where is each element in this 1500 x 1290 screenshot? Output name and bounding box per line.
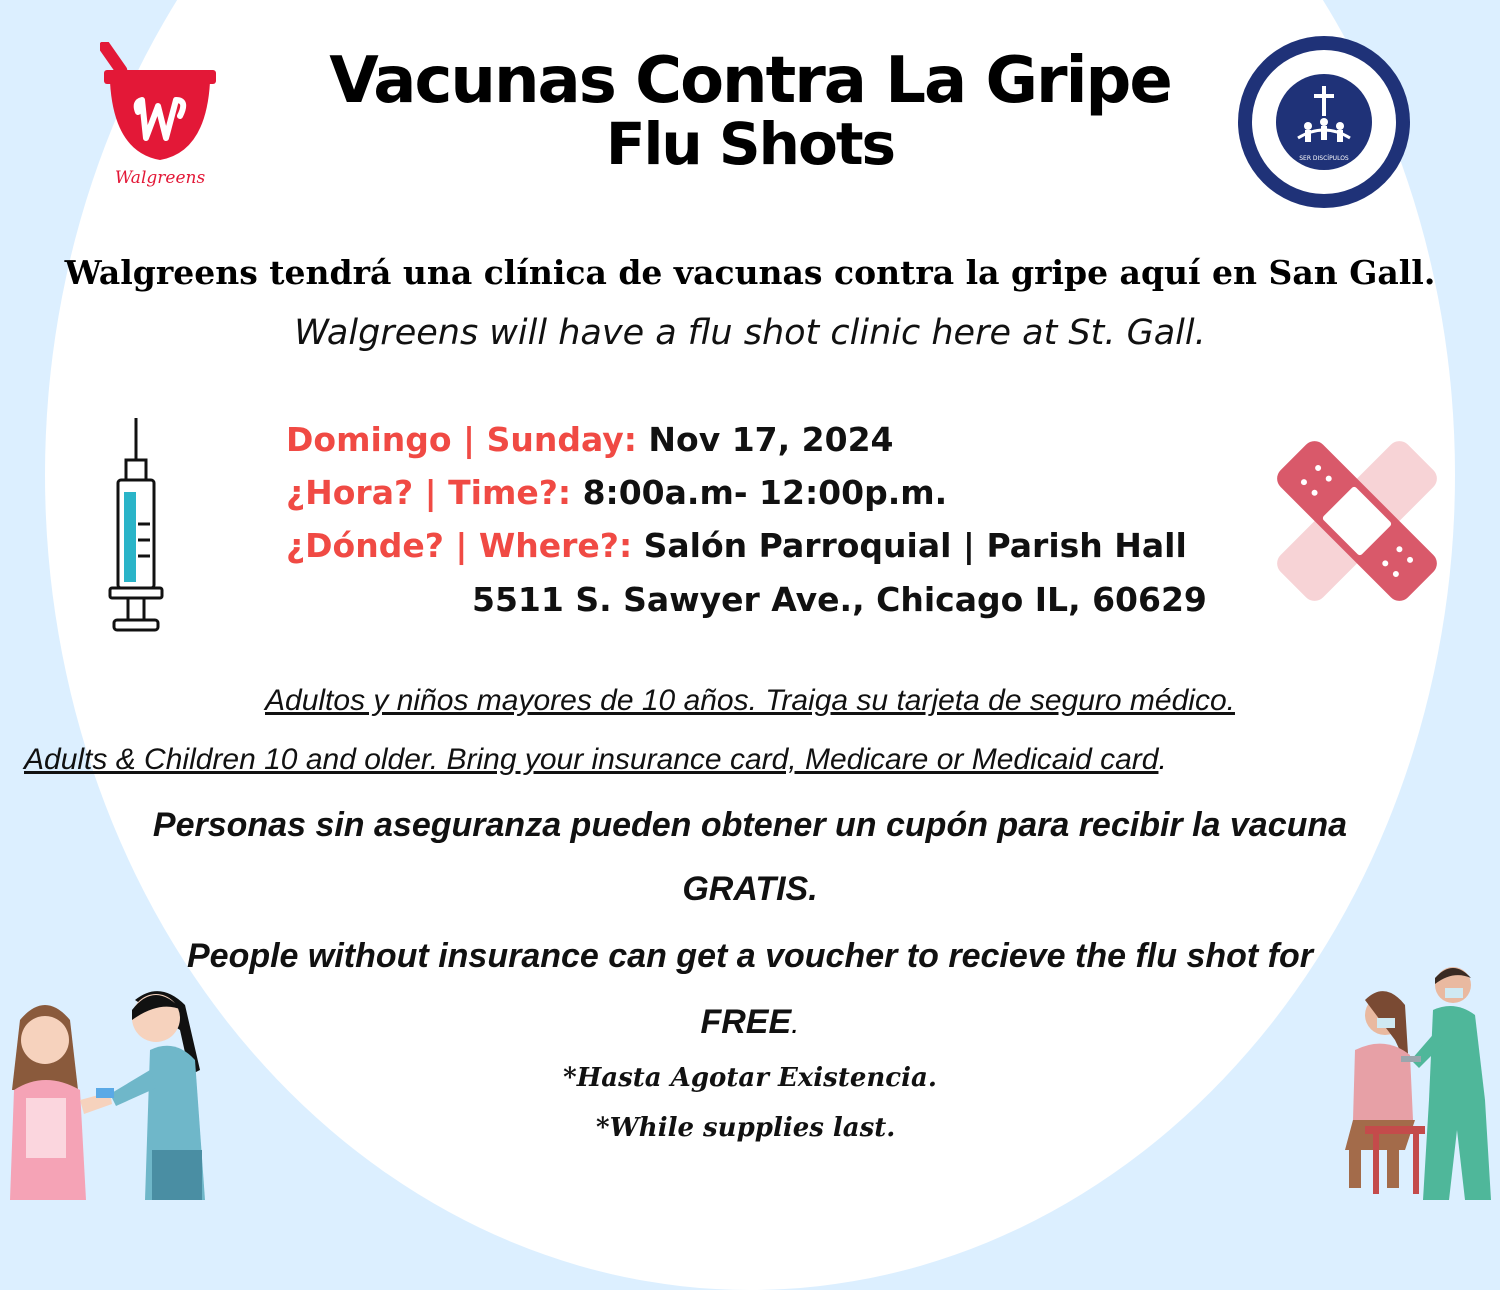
page-subtitle: Flu Shots (605, 110, 895, 178)
voucher-english-line2: FREE. (700, 1003, 800, 1041)
eligibility-english: Adults & Children 10 and older. Bring your insurance card, Medicare or Medicaid card. (24, 743, 1167, 776)
voucher-english-line1: People without insurance can get a voucher to recieve the flu shot for (186, 937, 1313, 975)
supply-english: *While supplies last. (596, 1113, 896, 1143)
nurse-vaccination-illustration (1325, 960, 1500, 1200)
date-value: Nov 17, 2024 (636, 420, 894, 459)
walgreens-logo-text: Walgreens (114, 168, 206, 188)
date-line (286, 420, 894, 459)
time-line (286, 473, 947, 512)
time-label: ¿Hora? | Time?: (286, 473, 572, 512)
intro-spanish: Walgreens tendrá una clínica de vacunas contra la gripe aquí en San Gall. (64, 253, 1436, 292)
address: 5511 S. Sawyer Ave., Chicago IL, 60629 (472, 580, 1207, 619)
supply-spanish: *Hasta Agotar Existencia. (563, 1063, 937, 1093)
intro-english: Walgreens will have a flu shot clinic here at St. Gall. (294, 313, 1206, 353)
bandage-icon (1262, 426, 1452, 616)
voucher-spanish-line1: Personas sin aseguranza pueden obtener un cupón para recibir la vacuna (152, 806, 1348, 844)
eligibility-spanish: Adultos y niños mayores de 10 años. Traiga su tarjeta de seguro médico. (265, 684, 1235, 717)
syringe-icon (106, 416, 166, 634)
voucher-spanish-line2: GRATIS. (682, 870, 818, 908)
child-vaccination-illustration (0, 980, 215, 1200)
time-value: 8:00a.m- 12:00p.m. (571, 473, 948, 512)
page-title: Vacunas Contra La Gripe (329, 44, 1171, 118)
where-line (286, 526, 1187, 565)
where-value: Salón Parroquial | Parish Hall (632, 526, 1187, 565)
date-label: Domingo | Sunday: (286, 420, 637, 459)
svg-text:SER DISCÍPULOS: SER DISCÍPULOS (1299, 155, 1349, 162)
where-label: ¿Dónde? | Where?: (286, 526, 633, 565)
